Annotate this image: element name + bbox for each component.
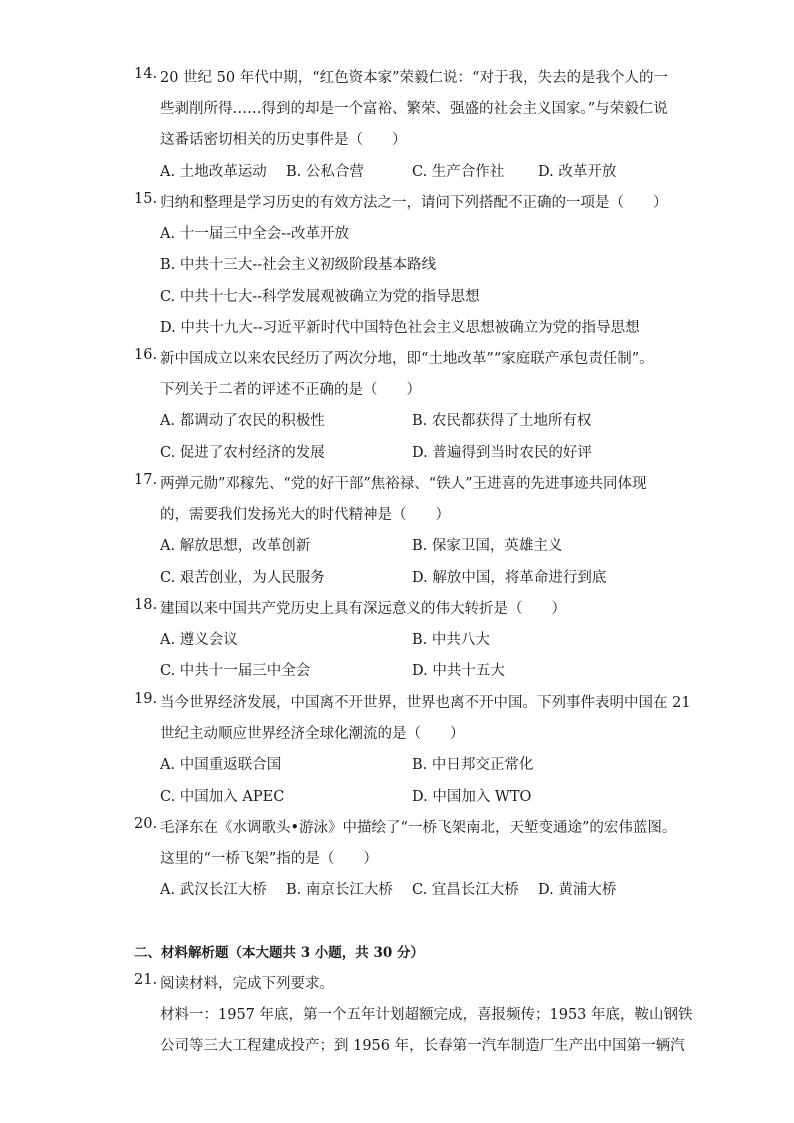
question-text-line: 世纪主动顺应世界经济全球化潮流的是（ ） bbox=[160, 726, 465, 742]
question-number: 20. bbox=[134, 816, 158, 832]
option-b: B. 南京长江大桥 bbox=[286, 882, 393, 898]
question-text-line: 这里的“一桥飞架”指的是（ ） bbox=[160, 851, 378, 867]
option-a: A. 土地改革运动 bbox=[160, 164, 267, 180]
option-d: D. 解放中国，将革命进行到底 bbox=[412, 570, 607, 586]
option-c: C. 宜昌长江大桥 bbox=[412, 882, 519, 898]
option-a: A. 解放思想，改革创新 bbox=[160, 538, 311, 554]
question-text-line: 新中国成立以来农民经历了两次分地，即“土地改革”“家庭联产承包责任制”。 bbox=[160, 351, 654, 367]
section-heading: 二、材料解析题（本大题共 3 小题，共 30 分） bbox=[134, 945, 424, 961]
question-number: 18. bbox=[134, 597, 158, 613]
option-b: B. 中共十三大--社会主义初级阶段基本路线 bbox=[160, 257, 437, 273]
option-b: B. 农民都获得了土地所有权 bbox=[412, 413, 592, 429]
option-c: C. 中共十七大--科学发展观被确立为党的指导思想 bbox=[160, 289, 480, 305]
question-text-line: 建国以来中国共产党历史上具有深远意义的伟大转折是（ ） bbox=[160, 601, 566, 617]
option-d: D. 改革开放 bbox=[538, 164, 617, 180]
question-text-line: 毛泽东在《水调歌头•游泳》中描绘了“一桥飞架南北，天堑变通途”的宏伟蓝图。 bbox=[160, 820, 677, 836]
question-text-line: 这番话密切相关的历史事件是（ ） bbox=[160, 132, 407, 148]
material-text-line: 材料一：1957 年底，第一个五年计划超额完成，喜报频传；1953 年底，鞍山钢铁 bbox=[160, 1007, 693, 1023]
option-b: B. 保家卫国，英雄主义 bbox=[412, 538, 563, 554]
option-d: D. 中共十五大 bbox=[412, 663, 505, 679]
option-d: D. 中国加入 WTO bbox=[412, 789, 532, 805]
option-c: C. 促进了农村经济的发展 bbox=[160, 445, 325, 461]
option-c: C. 生产合作社 bbox=[412, 164, 505, 180]
option-b: B. 中共八大 bbox=[412, 632, 490, 648]
question-number: 15. bbox=[134, 191, 158, 207]
option-a: A. 中国重返联合国 bbox=[160, 757, 282, 773]
option-a: A. 十一届三中全会--改革开放 bbox=[160, 226, 349, 242]
option-c: C. 中共十一届三中全会 bbox=[160, 663, 311, 679]
option-b: B. 公私合营 bbox=[286, 164, 364, 180]
question-number: 14. bbox=[134, 66, 158, 82]
option-c: C. 中国加入 APEC bbox=[160, 789, 285, 805]
question-text-line: 的，需要我们发扬光大的时代精神是（ ） bbox=[160, 507, 450, 523]
option-c: C. 艰苦创业，为人民服务 bbox=[160, 570, 325, 586]
question-text-line: 下列关于二者的评述不正确的是（ ） bbox=[160, 382, 421, 398]
option-d: D. 黄浦大桥 bbox=[538, 882, 617, 898]
material-text-line: 公司等三大工程建成投产；到 1956 年，长春第一汽车制造厂生产出中国第一辆汽 bbox=[160, 1038, 685, 1054]
option-b: B. 中日邦交正常化 bbox=[412, 757, 534, 773]
option-d: D. 中共十九大--习近平新时代中国特色社会主义思想被确立为党的指导思想 bbox=[160, 320, 640, 336]
question-number: 21. bbox=[134, 972, 158, 988]
question-text-line: 些剥削所得……得到的却是一个富裕、繁荣、强盛的社会主义国家。”与荣毅仁说 bbox=[160, 101, 668, 117]
question-text-line: 20 世纪 50 年代中期，“红色资本家”荣毅仁说：“对于我，失去的是我个人的一 bbox=[160, 70, 668, 86]
question-number: 19. bbox=[134, 691, 158, 707]
option-a: A. 遵义会议 bbox=[160, 632, 238, 648]
question-number: 16. bbox=[134, 347, 158, 363]
question-text-line: 当今世界经济发展，中国离不开世界，世界也离不开中国。下列事件表明中国在 21 bbox=[160, 695, 691, 711]
question-text-line: 两弹元勋”邓稼先、“党的好干部”焦裕禄、“铁人”王进喜的先进事迹共同体现 bbox=[160, 476, 647, 492]
question-text-line: 归纳和整理是学习历史的有效方法之一，请问下列搭配不正确的一项是（ ） bbox=[160, 195, 668, 211]
question-number: 17. bbox=[134, 472, 158, 488]
question-text-line: 阅读材料，完成下列要求。 bbox=[160, 976, 334, 992]
option-a: A. 武汉长江大桥 bbox=[160, 882, 267, 898]
option-a: A. 都调动了农民的积极性 bbox=[160, 413, 325, 429]
option-d: D. 普遍得到当时农民的好评 bbox=[412, 445, 592, 461]
